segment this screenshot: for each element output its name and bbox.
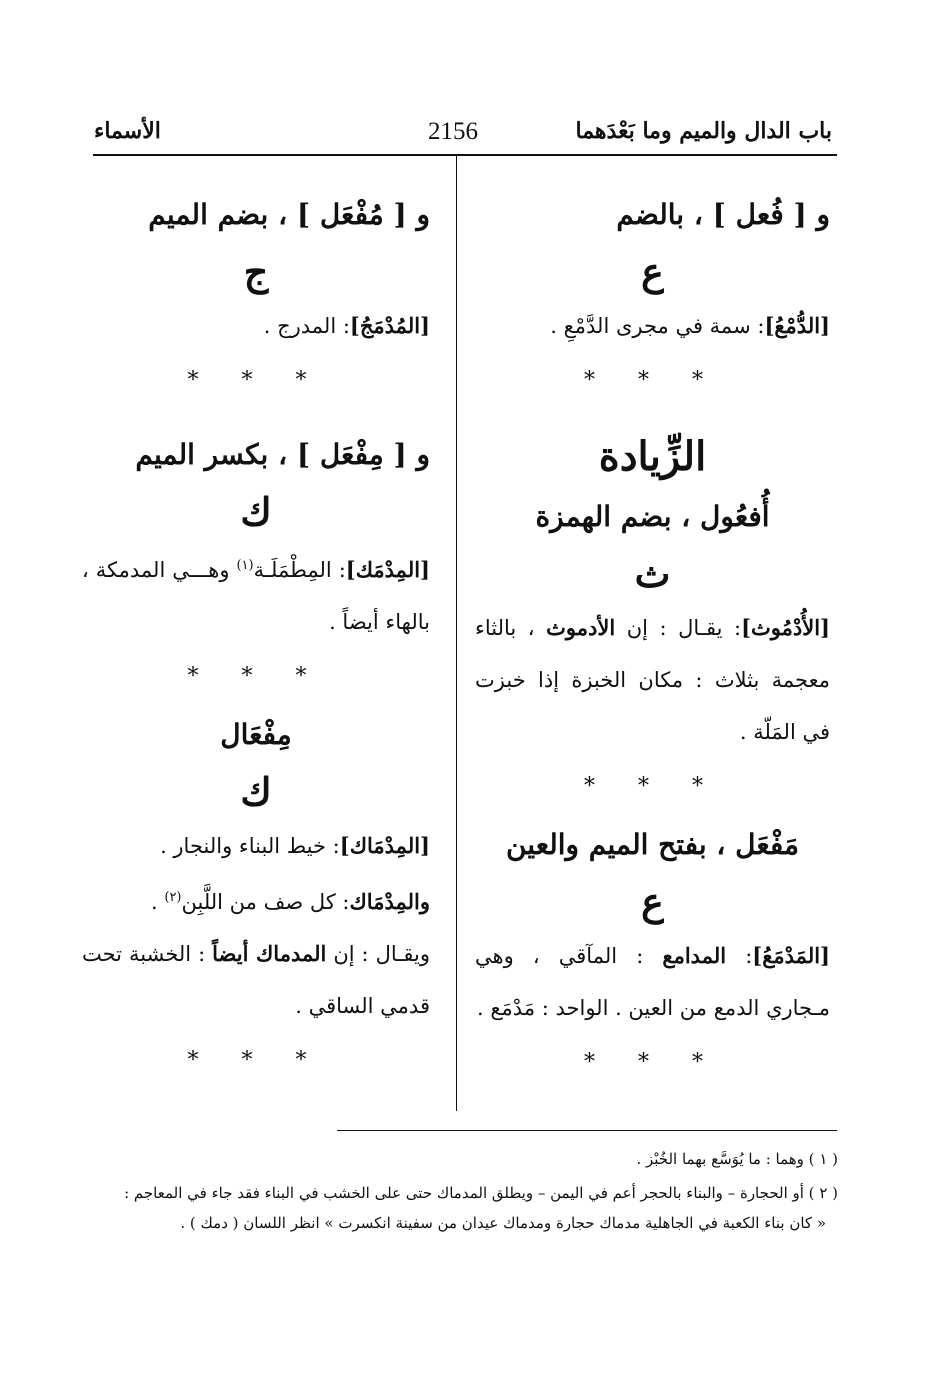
footnote-ref: (٢): [164, 890, 182, 905]
footnote-ref: (١): [236, 558, 254, 573]
page-number: 2156: [428, 118, 478, 145]
definition: ويقـال : إن: [326, 942, 430, 966]
root-letter: ع: [641, 249, 664, 294]
section-separator: * * *: [187, 1048, 325, 1073]
headword: [المِدْمَاك]: [339, 833, 430, 858]
dictionary-entry: [82, 300, 430, 352]
headword: [المُدْمَجُ]: [349, 313, 430, 338]
footnote: ( ١ ) وهما : ما يُوَسَّع بهما الخُبْز .: [636, 1150, 838, 1168]
inline-headword: المدماك أيضاً: [212, 941, 327, 966]
root-letter: ج: [243, 249, 269, 294]
section-separator: * * *: [187, 368, 325, 393]
footnote: « كان بناء الكعبة في الجاهلية مدماك حجارة ومدماك عيدان من سفينة انكسرت » انظر اللسان ( دمك ) .: [180, 1214, 826, 1232]
definition: : المِطْمَلَـة: [253, 558, 346, 582]
dictionary-entry: [475, 602, 830, 758]
pattern-heading: مَفْعَل ، بفتح الميم والعين: [505, 828, 800, 861]
section-big-title: الزِّيادة: [598, 433, 707, 480]
column-divider: [456, 156, 457, 1111]
headword: [الأُدْمُوث]: [741, 615, 830, 640]
section-separator: * * *: [584, 1050, 721, 1075]
definition: : المدرج .: [263, 314, 350, 338]
section-separator: * * *: [584, 774, 721, 799]
section-title: الأسماء: [94, 118, 161, 144]
headword: [المَدْمَعُ]: [752, 943, 830, 968]
inline-headword: الأدموث: [546, 615, 616, 640]
left-column: [82, 186, 430, 1090]
footnote: ( ٢ ) أو الحجارة – والبناء بالحجر أعم في اليمن – ويطلق المدماك حتى على الخشب في البناء فقد جاء في المعاجم :: [124, 1184, 838, 1202]
root-letter: ث: [634, 551, 671, 596]
section-separator: * * *: [584, 368, 721, 393]
chapter-title: باب الدال والميم وما بَعْدَهما: [575, 118, 832, 144]
definition: .: [151, 890, 165, 914]
dictionary-entry: [82, 820, 430, 872]
dictionary-entry: [475, 300, 830, 352]
definition: ، بالثاء معجمة بثلاث : مكان الخبزة إذا خبزت في المَلّة .: [475, 616, 830, 744]
definition: : الخشبة تحت قدمي الساقي .: [82, 942, 430, 1018]
right-column: [475, 186, 830, 1092]
dictionary-entry: [475, 930, 830, 1034]
definition: :: [726, 944, 753, 968]
root-letter: ك: [240, 489, 272, 534]
dictionary-entry: [82, 540, 430, 648]
definition: : المآقي ، وهي مـجاري الدمع من العين . الواحد : مَدْمَع .: [475, 944, 830, 1020]
headword: [الدُّمْعُ]: [764, 313, 830, 338]
definition: وهـــي المدمكة ، بالهاء أيضاً .: [82, 558, 430, 634]
pattern-heading: و [ فُعل ] ، بالضم: [616, 198, 830, 231]
definition: : سمة في مجرى الدَّمْعِ .: [550, 314, 765, 338]
pattern-heading: أُفعُول ، بضم الهمزة: [535, 500, 770, 533]
definition: : يقـال : إن: [615, 616, 742, 640]
header-rule: [93, 154, 837, 156]
headword: [المِدْمَك]: [345, 557, 430, 582]
pattern-heading: و [ مُفْعَل ] ، بضم الميم: [148, 198, 430, 231]
definition: : خيط البناء والنجار .: [160, 834, 340, 858]
pattern-heading: و [ مِفْعَل ] ، بكسر الميم: [135, 438, 430, 471]
root-letter: ك: [240, 769, 272, 814]
section-separator: * * *: [187, 664, 325, 689]
inline-headword: المدامع: [662, 943, 727, 968]
footnote-rule: [337, 1130, 837, 1131]
headword: والمِدْمَاك: [349, 889, 430, 914]
pattern-heading: مِفْعَال: [220, 718, 292, 751]
dictionary-entry: [82, 872, 430, 928]
definition: : كل صف من اللَّبِن: [181, 890, 350, 914]
root-letter: ع: [641, 879, 664, 924]
dictionary-entry: [82, 928, 430, 1032]
